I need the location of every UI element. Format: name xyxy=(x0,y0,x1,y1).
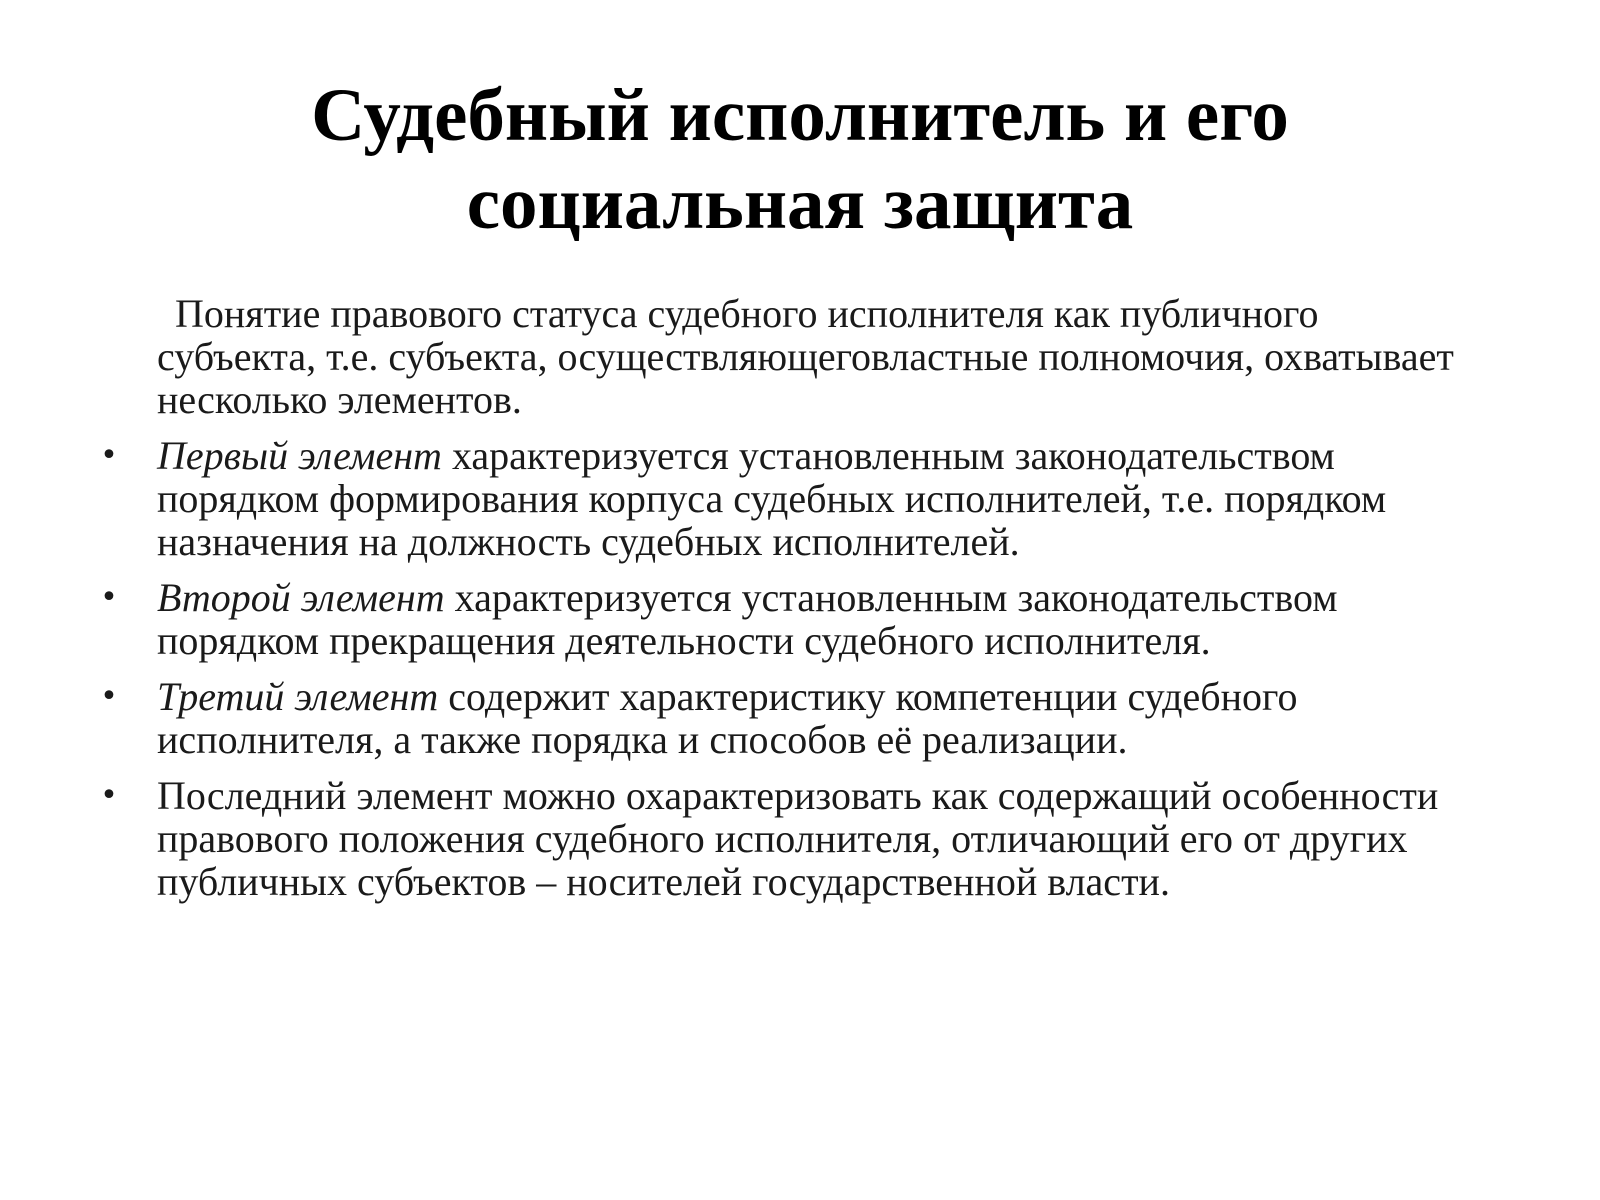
item-text: характеризуется установленным законодательством порядком формирования корпуса судебных исполнителей, т.е. порядком назначения на должность судебных исполнителей. xyxy=(157,433,1387,564)
list-item-first-element xyxy=(100,433,1487,564)
list-item-last-element xyxy=(100,773,1487,904)
bullet-icon: • xyxy=(100,679,118,714)
item-emphasis: Первый элемент xyxy=(157,433,442,478)
item-text: Последний элемент можно охарактеризовать как содержащий особенности правового положения судебного исполнителя, отличающий его от других публичных субъектов – носителей государственной власти. xyxy=(157,773,1439,904)
bullet-icon: • xyxy=(100,438,118,473)
list-item-third-element xyxy=(100,674,1487,762)
slide-title-line-1: Судебный исполнитель и его xyxy=(311,74,1289,157)
item-text: содержит характеристику компетенции судебного исполнителя, а также порядка и способов её реализации. xyxy=(157,674,1298,762)
bullet-icon: • xyxy=(100,778,118,813)
item-emphasis: Второй элемент xyxy=(157,575,445,620)
item-emphasis: Третий элемент xyxy=(157,674,439,719)
item-text: характеризуется установленным законодательством порядком прекращения деятельности судебного исполнителя. xyxy=(157,575,1338,663)
bullet-icon: • xyxy=(100,580,118,615)
list-item-second-element xyxy=(100,575,1487,663)
intro-paragraph: Понятие правового статуса судебного исполнителя как публичного субъекта, т.е. субъекта, осуществляющеговластные полномочия, охватывает несколько элементов. xyxy=(157,291,1454,422)
slide-body xyxy=(100,291,1487,916)
slide-title xyxy=(100,72,1500,248)
slide-title-line-2: социальная защита xyxy=(466,162,1134,245)
